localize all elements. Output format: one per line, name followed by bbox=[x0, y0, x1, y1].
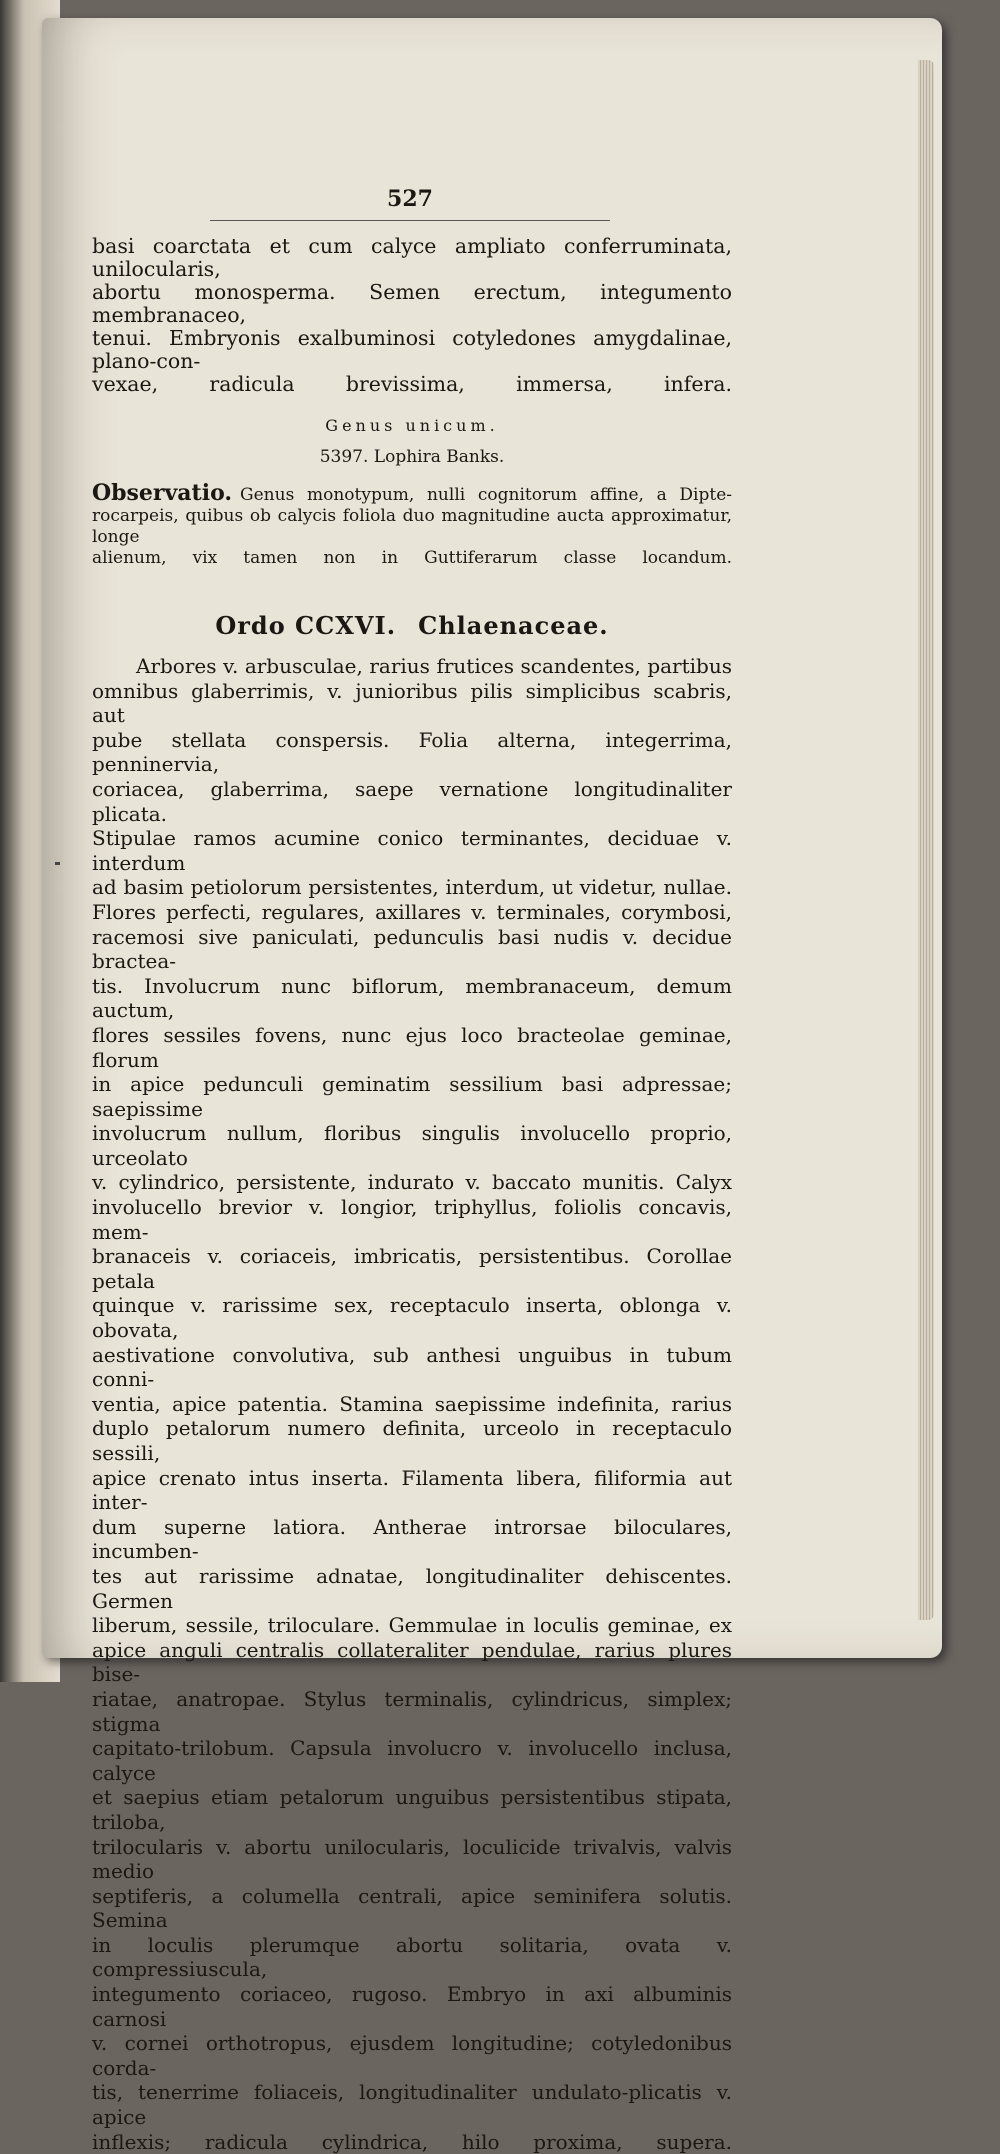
text-line: Stipulae ramos acumine conico terminantes, deciduae v. interdum bbox=[92, 826, 732, 875]
text-line: v. cylindrico, persistente, indurato v. baccato munitis. Calyx bbox=[92, 1170, 732, 1195]
text-line: vexae, radicula brevissima, immersa, infera. bbox=[92, 372, 732, 396]
text-line: v. cornei orthotropus, ejusdem longitudine; cotyledonibus corda- bbox=[92, 2031, 732, 2080]
text-line: in loculis plerumque abortu solitaria, ovata v. compressiuscula, bbox=[92, 1932, 732, 1982]
ordo-name: Chlaenaceae. bbox=[418, 611, 609, 640]
text-line: trilocularis v. abortu unilocularis, loculicide trivalvis, valvis medio bbox=[92, 1834, 732, 1884]
page-stack-edge bbox=[918, 60, 934, 1620]
text-line: aestivatione convolutiva, sub anthesi unguibus in tubum conni- bbox=[92, 1342, 732, 1392]
text-line: omnibus glaberrimis, v. junioribus pilis simplicibus scabris, aut bbox=[92, 678, 732, 728]
text-line: apice crenato intus inserta. Filamenta libera, filiformia aut inter- bbox=[92, 1465, 732, 1515]
text-line: integumento coriaceo, rugoso. Embryo in axi albuminis carnosi bbox=[92, 1982, 732, 2031]
text-line: abortu monosperma. Semen erectum, integumento membranaceo, bbox=[92, 280, 732, 327]
text-line: tis, tenerrime foliaceis, longitudinaliter undulato-plicatis v. apice bbox=[92, 2080, 732, 2130]
page-number: 527 bbox=[210, 186, 610, 221]
text-line: duplo petalorum numero definita, urceolo in receptaculo sessili, bbox=[92, 1416, 732, 1465]
text-line: in apice pedunculi geminatim sessilium basi adpressae; saepissime bbox=[92, 1072, 732, 1121]
text-line: inflexis; radicula cylindrica, hilo proxima, supera. bbox=[92, 2129, 732, 2154]
text-line: Arbores v. arbusculae, rarius frutices scandentes, partibus bbox=[136, 654, 732, 678]
text-line: involucello brevior v. longior, triphyllus, foliolis concavis, mem- bbox=[92, 1195, 732, 1244]
text-line: basi coarctata et cum calyce ampliato conferruminata, unilocularis, bbox=[92, 234, 732, 281]
observatio-label: Observatio. bbox=[92, 480, 233, 506]
text-line: racemosi sive paniculati, pedunculis basi nudis v. decidue bractea- bbox=[92, 924, 732, 974]
text-line: quinque v. rarissime sex, receptaculo inserta, oblonga v. obovata, bbox=[92, 1293, 732, 1343]
text-line: alienum, vix tamen non in Guttiferarum classe locandum. bbox=[92, 548, 732, 568]
text-line: ventia, apice patentia. Stamina saepissime indefinita, rarius bbox=[92, 1391, 732, 1416]
species-entry: 5397. Lophira Banks. bbox=[319, 447, 505, 467]
genus-heading: Genus unicum. bbox=[325, 416, 499, 435]
page-content bbox=[92, 186, 732, 2154]
text-line: tes aut rarissime adnatae, longitudinaliter dehiscentes. Germen bbox=[92, 1563, 732, 1613]
text-line: ad basim petiolorum persistentes, interdum, ut videtur, nullae. bbox=[92, 875, 732, 900]
margin-mark bbox=[55, 862, 60, 865]
text-line: Flores perfecti, regulares, axillares v. terminales, corymbosi, bbox=[92, 899, 732, 924]
observatio-paragraph bbox=[92, 480, 732, 569]
text-line: et saepius etiam petalorum unguibus persistentibus stipata, triloba, bbox=[92, 1785, 732, 1834]
text-line: septiferis, a columella centrali, apice seminifera solutis. Semina bbox=[92, 1883, 732, 1933]
text-line: dum superne latiora. Antherae introrsae biloculares, incumben- bbox=[92, 1514, 732, 1564]
observatio-text: Genus monotypum, nulli cognitorum affine, a Dipte- bbox=[240, 485, 732, 505]
text-line: coriacea, glaberrima, saepe vernatione longitudinaliter plicata. bbox=[92, 776, 732, 826]
ordo-heading bbox=[92, 611, 732, 640]
text-line: branaceis v. coriaceis, imbricatis, persistentibus. Corollae petala bbox=[92, 1244, 732, 1293]
text-line: riatae, anatropae. Stylus terminalis, cylindricus, simplex; stigma bbox=[92, 1686, 732, 1736]
text-line: liberum, sessile, triloculare. Gemmulae in loculis geminae, ex bbox=[92, 1613, 732, 1638]
text-line: involucrum nullum, floribus singulis involucello proprio, urceolato bbox=[92, 1121, 732, 1170]
text-line: apice anguli centralis collateraliter pendulae, rarius plures bise- bbox=[92, 1637, 732, 1687]
text-line bbox=[92, 480, 732, 506]
text-line: flores sessiles fovens, nunc ejus loco bracteolae geminae, florum bbox=[92, 1022, 732, 1072]
intro-paragraph bbox=[92, 235, 732, 396]
text-line: tis. Involucrum nunc biflorum, membranaceum, demum auctum, bbox=[92, 973, 732, 1023]
text-line: capitato-trilobum. Capsula involucro v. involucello inclusa, calyce bbox=[92, 1736, 732, 1785]
text-line: tenui. Embryonis exalbuminosi cotyledones amygdalinae, plano-con- bbox=[92, 326, 732, 373]
text-line: rocarpeis, quibus ob calycis foliola duo magnitudine aucta approximatur, longe bbox=[92, 506, 732, 547]
ordo-number: Ordo CCXVI. bbox=[215, 611, 397, 640]
text-line: pube stellata conspersis. Folia alterna, integerrima, penninervia, bbox=[92, 727, 732, 777]
description-paragraph bbox=[92, 654, 732, 2154]
